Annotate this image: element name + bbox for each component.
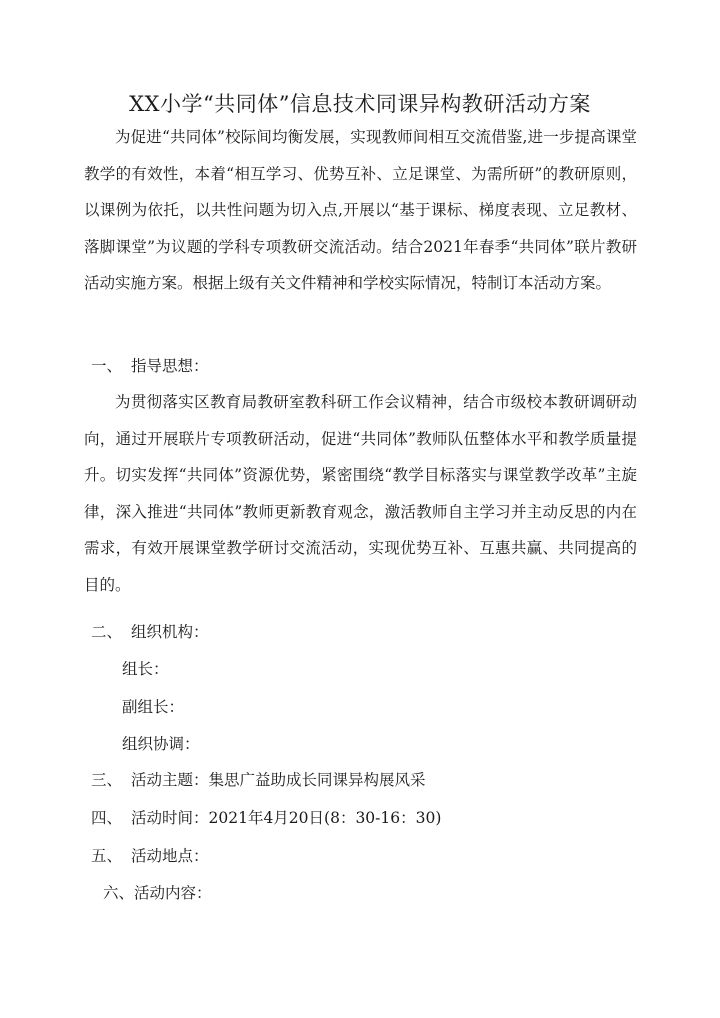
section-1-body: 为贯彻落实区教育局教研室教科研工作会议精神，结合市级校本教研调研动向，通过开展联片专项教研活动，促进“共同体”教师队伍整体水平和教学质量提升。切实发挥“共同体”资源优势，紧密围绕“教学目标落实与课堂教学改革”主旋律，深入推进“共同体”教师更新教育观念，激活教师自主学习并主动反思的内在需求，有效开展课堂教学研讨交流活动，实现优势互补、互惠共赢、共同提高的目的。: [84, 393, 637, 594]
org-item-deputy-leader: 副组长：: [122, 698, 185, 716]
section-4-title: 活动时间：2021年4月20日(8：30-16：30): [131, 809, 442, 827]
section-6-title: 活动内容：: [134, 884, 212, 902]
document-title: XX小学“共同体”信息技术同课异构教研活动方案: [129, 92, 591, 116]
section-1-title: 指导思想：: [131, 357, 209, 375]
section-6-number: 六、: [103, 884, 135, 902]
section-6-heading: [103, 883, 212, 903]
section-2-heading: [91, 622, 209, 642]
section-5-heading: [91, 846, 209, 866]
section-3-number: 三、: [91, 771, 123, 789]
section-5-number: 五、: [91, 847, 123, 865]
section-1-number: 一、: [91, 357, 123, 375]
section-5-title: 活动地点：: [131, 847, 209, 865]
org-item-coordinator: 组织协调：: [122, 735, 200, 753]
section-2-title: 组织机构：: [131, 623, 209, 641]
org-item-leader: 组长：: [122, 660, 169, 678]
section-4-number: 四、: [91, 809, 123, 827]
intro-paragraph: 为促进“共同体”校际间均衡发展，实现教师间相互交流借鉴,进一步提高课堂教学的有效性，本着“相互学习、优势互补、立足课堂、为需所研”的教研原则，以课例为依托，以共性问题为切入点,开展以“基于课标、梯度表现、立足教材、落脚课堂”为议题的学科专项教研交流活动。结合2021年春季“共同体”联片教研活动实施方案。根据上级有关文件精神和学校实际情况，特制订本活动方案。: [84, 128, 637, 292]
section-2-number: 二、: [91, 623, 123, 641]
section-1-heading: [91, 356, 209, 376]
section-3-title: 活动主题：集思广益助成长同课异构展风采: [131, 771, 426, 789]
section-4-heading: [91, 808, 441, 828]
section-3-heading: [91, 770, 426, 790]
